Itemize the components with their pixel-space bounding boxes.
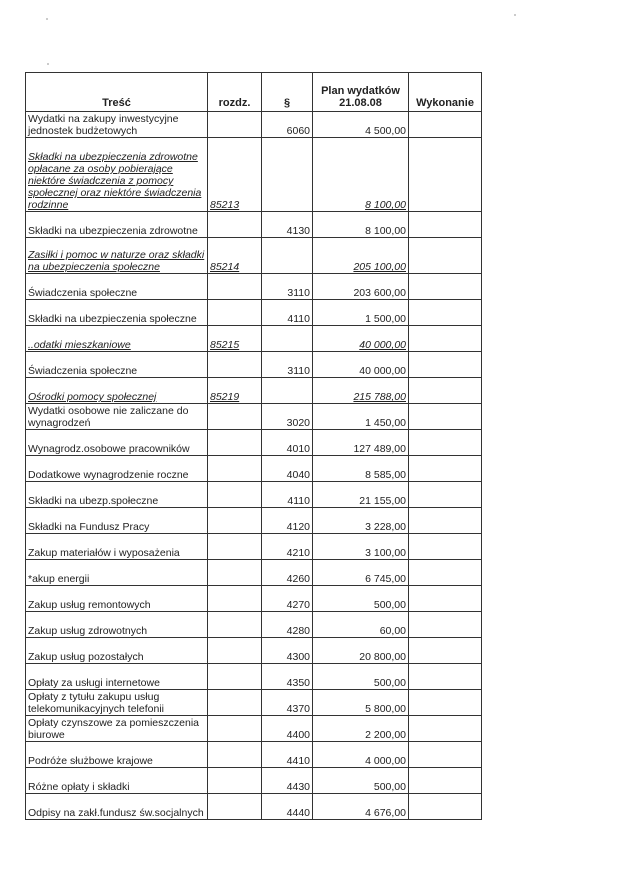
row-paragraph xyxy=(262,378,313,404)
row-rozdzial xyxy=(208,794,262,820)
table-row xyxy=(26,664,482,690)
row-description: Świadczenia społeczne xyxy=(26,274,208,300)
row-plan-amount: 1 450,00 xyxy=(313,404,409,430)
row-plan-amount: 3 228,00 xyxy=(313,508,409,534)
row-rozdzial xyxy=(208,300,262,326)
row-plan-amount: 8 100,00 xyxy=(313,212,409,238)
row-paragraph: 4110 xyxy=(262,300,313,326)
row-rozdzial xyxy=(208,456,262,482)
row-rozdzial: 85213 xyxy=(208,138,262,212)
row-paragraph xyxy=(262,138,313,212)
row-paragraph: 4260 xyxy=(262,560,313,586)
row-paragraph: 3110 xyxy=(262,352,313,378)
scan-speck xyxy=(514,14,516,16)
row-wykonanie xyxy=(409,274,482,300)
row-rozdzial xyxy=(208,742,262,768)
row-paragraph: 3110 xyxy=(262,274,313,300)
row-description: Zakup usług pozostałych xyxy=(26,638,208,664)
table-row xyxy=(26,768,482,794)
row-wykonanie xyxy=(409,212,482,238)
row-wykonanie xyxy=(409,238,482,274)
row-paragraph xyxy=(262,238,313,274)
row-rozdzial: 85219 xyxy=(208,378,262,404)
row-wykonanie xyxy=(409,300,482,326)
row-description: Wynagrodz.osobowe pracowników xyxy=(26,430,208,456)
row-rozdzial: 85215 xyxy=(208,326,262,352)
header-paragraph: § xyxy=(262,73,313,112)
row-wykonanie xyxy=(409,404,482,430)
header-row xyxy=(26,73,482,112)
row-rozdzial xyxy=(208,430,262,456)
row-rozdzial xyxy=(208,560,262,586)
row-rozdzial xyxy=(208,612,262,638)
row-paragraph: 4010 xyxy=(262,430,313,456)
row-rozdzial xyxy=(208,534,262,560)
row-wykonanie xyxy=(409,430,482,456)
row-wykonanie xyxy=(409,742,482,768)
row-paragraph: 4210 xyxy=(262,534,313,560)
row-plan-amount: 5 800,00 xyxy=(313,690,409,716)
row-plan-amount: 21 155,00 xyxy=(313,482,409,508)
row-description: Opłaty czynszowe za pomieszczenia biurowe xyxy=(26,716,208,742)
table-row xyxy=(26,794,482,820)
row-rozdzial xyxy=(208,690,262,716)
row-wykonanie xyxy=(409,690,482,716)
row-description: Odpisy na zakł.fundusz św.socjalnych xyxy=(26,794,208,820)
row-paragraph: 4370 xyxy=(262,690,313,716)
row-description: Wydatki osobowe nie zaliczane do wynagrodzeń xyxy=(26,404,208,430)
header-plan xyxy=(313,73,409,112)
row-description: Zakup materiałów i wyposażenia xyxy=(26,534,208,560)
row-wykonanie xyxy=(409,612,482,638)
row-rozdzial xyxy=(208,638,262,664)
row-plan-amount: 203 600,00 xyxy=(313,274,409,300)
row-paragraph: 4120 xyxy=(262,508,313,534)
row-wykonanie xyxy=(409,508,482,534)
row-description: Składki na ubezpieczenia społeczne xyxy=(26,300,208,326)
table-row-section xyxy=(26,238,482,274)
table-row xyxy=(26,212,482,238)
row-description: Składki na ubezpieczenia zdrowotne opłacane za osoby pobierające niektóre świadczenia z pomocy społecznej oraz niektóre świadczenia rodzinne xyxy=(26,138,208,212)
row-plan-amount: 4 500,00 xyxy=(313,112,409,138)
table-row xyxy=(26,690,482,716)
header-plan-date: 21.08.08 xyxy=(339,97,382,109)
row-description: ..odatki mieszkaniowe xyxy=(26,326,208,352)
table-row-section xyxy=(26,378,482,404)
row-rozdzial xyxy=(208,664,262,690)
row-paragraph: 4270 xyxy=(262,586,313,612)
row-plan-amount: 127 489,00 xyxy=(313,430,409,456)
row-wykonanie xyxy=(409,638,482,664)
row-plan-amount: 500,00 xyxy=(313,586,409,612)
row-plan-amount: 8 100,00 xyxy=(313,138,409,212)
budget-table xyxy=(25,72,482,820)
row-wykonanie xyxy=(409,326,482,352)
row-plan-amount: 6 745,00 xyxy=(313,560,409,586)
row-description: Wydatki na zakupy inwestycyjne jednostek budżetowych xyxy=(26,112,208,138)
row-paragraph: 4280 xyxy=(262,612,313,638)
row-description: Podróże służbowe krajowe xyxy=(26,742,208,768)
row-wykonanie xyxy=(409,768,482,794)
table-row xyxy=(26,456,482,482)
header-tresc: Treść xyxy=(26,73,208,112)
row-plan-amount: 40 000,00 xyxy=(313,326,409,352)
table-row-section xyxy=(26,138,482,212)
row-rozdzial xyxy=(208,404,262,430)
row-wykonanie xyxy=(409,112,482,138)
row-wykonanie xyxy=(409,482,482,508)
table-row xyxy=(26,716,482,742)
row-description: Opłaty za usługi internetowe xyxy=(26,664,208,690)
row-description: Zakup usług zdrowotnych xyxy=(26,612,208,638)
row-paragraph: 4350 xyxy=(262,664,313,690)
row-description: Składki na ubezp.społeczne xyxy=(26,482,208,508)
row-description: Różne opłaty i składki xyxy=(26,768,208,794)
table-row xyxy=(26,534,482,560)
table-row xyxy=(26,300,482,326)
row-plan-amount: 4 000,00 xyxy=(313,742,409,768)
row-plan-amount: 500,00 xyxy=(313,664,409,690)
row-rozdzial xyxy=(208,352,262,378)
row-rozdzial xyxy=(208,274,262,300)
row-paragraph: 6060 xyxy=(262,112,313,138)
row-description: Zasiłki i pomoc w naturze oraz składki na ubezpieczenia społeczne xyxy=(26,238,208,274)
table-row xyxy=(26,560,482,586)
row-rozdzial xyxy=(208,716,262,742)
row-paragraph: 4040 xyxy=(262,456,313,482)
row-paragraph: 4430 xyxy=(262,768,313,794)
row-description: Zakup usług remontowych xyxy=(26,586,208,612)
table-row xyxy=(26,742,482,768)
scan-speck xyxy=(46,18,48,20)
table-row xyxy=(26,638,482,664)
row-wykonanie xyxy=(409,456,482,482)
row-description: Świadczenia społeczne xyxy=(26,352,208,378)
row-wykonanie xyxy=(409,138,482,212)
table-row xyxy=(26,586,482,612)
scan-speck xyxy=(47,63,49,65)
row-wykonanie xyxy=(409,560,482,586)
row-wykonanie xyxy=(409,664,482,690)
row-rozdzial xyxy=(208,768,262,794)
row-rozdzial xyxy=(208,508,262,534)
table-row xyxy=(26,352,482,378)
row-plan-amount: 215 788,00 xyxy=(313,378,409,404)
row-wykonanie xyxy=(409,352,482,378)
table-row xyxy=(26,404,482,430)
row-plan-amount: 2 200,00 xyxy=(313,716,409,742)
row-description: *akup energii xyxy=(26,560,208,586)
row-paragraph: 4410 xyxy=(262,742,313,768)
row-plan-amount: 60,00 xyxy=(313,612,409,638)
row-plan-amount: 4 676,00 xyxy=(313,794,409,820)
row-plan-amount: 40 000,00 xyxy=(313,352,409,378)
row-wykonanie xyxy=(409,378,482,404)
table-row xyxy=(26,430,482,456)
row-paragraph: 4300 xyxy=(262,638,313,664)
row-paragraph: 4110 xyxy=(262,482,313,508)
row-paragraph: 4130 xyxy=(262,212,313,238)
row-rozdzial xyxy=(208,586,262,612)
row-plan-amount: 20 800,00 xyxy=(313,638,409,664)
table-row xyxy=(26,508,482,534)
row-plan-amount: 3 100,00 xyxy=(313,534,409,560)
row-paragraph: 4400 xyxy=(262,716,313,742)
row-wykonanie xyxy=(409,534,482,560)
header-wykonanie: Wykonanie xyxy=(409,73,482,112)
row-rozdzial xyxy=(208,482,262,508)
table-body xyxy=(26,112,482,820)
row-rozdzial: 85214 xyxy=(208,238,262,274)
header-plan-line1: Plan wydatków xyxy=(321,85,400,97)
row-paragraph: 4440 xyxy=(262,794,313,820)
row-plan-amount: 205 100,00 xyxy=(313,238,409,274)
row-plan-amount: 1 500,00 xyxy=(313,300,409,326)
row-wykonanie xyxy=(409,586,482,612)
row-description: Opłaty z tytułu zakupu usług telekomunikacyjnych telefonii xyxy=(26,690,208,716)
table-row xyxy=(26,274,482,300)
table-row-section xyxy=(26,326,482,352)
row-wykonanie xyxy=(409,716,482,742)
row-paragraph: 3020 xyxy=(262,404,313,430)
row-description: Dodatkowe wynagrodzenie roczne xyxy=(26,456,208,482)
table-row xyxy=(26,612,482,638)
row-rozdzial xyxy=(208,112,262,138)
row-wykonanie xyxy=(409,794,482,820)
row-rozdzial xyxy=(208,212,262,238)
row-plan-amount: 8 585,00 xyxy=(313,456,409,482)
table-row xyxy=(26,482,482,508)
row-description: Składki na ubezpieczenia zdrowotne xyxy=(26,212,208,238)
row-plan-amount: 500,00 xyxy=(313,768,409,794)
table-row xyxy=(26,112,482,138)
row-description: Ośrodki pomocy społecznej xyxy=(26,378,208,404)
row-paragraph xyxy=(262,326,313,352)
header-rozdz: rozdz. xyxy=(208,73,262,112)
row-description: Składki na Fundusz Pracy xyxy=(26,508,208,534)
